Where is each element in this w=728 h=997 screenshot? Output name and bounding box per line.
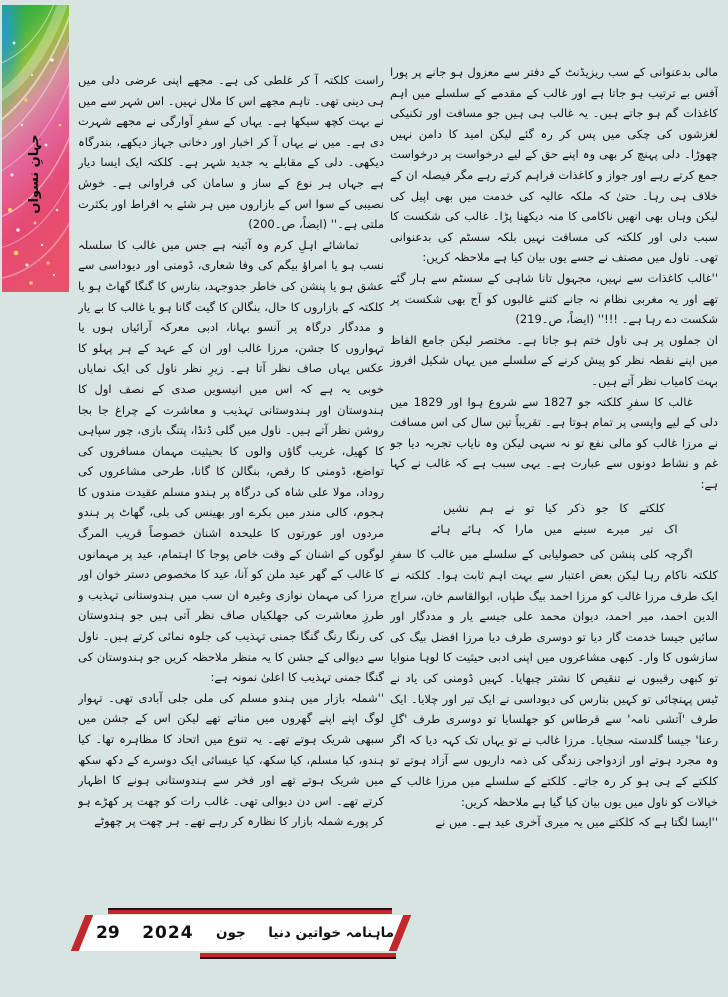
quote-continuation: راست کلکتہ آ کر غلطی کی ہے۔ مجھے اپنی عرضی دلی میں ہی دینی تھی۔ تاہم مجھے اس کا ملال نہیں۔ اس شہر سے میں نے بہت کچھ سیکھا ہے۔ یہاں کے سفرِ آوارگی نے مجھے شہرت دی ہے۔ میں نے یہاں آ کر اخبار اور دخانی جہاز دیکھے، بندرگاہ دیکھی۔ دلی کے مقابلے یہ جدید شہر ہے۔ کلکتہ ایک ایسا دیار ہے جہاں ہر نوع کے ساز و سامان کی فراوانی ہے۔ خوش نصیبی کے سوا اس کے بازاروں میں ہر شئے بہ افراط اور بکثرت ملتی ہے۔'' (ایضاً، ص۔200) [78,73,384,232]
paragraph: مالی بدعنوانی کے سب ریزیڈنٹ کے دفتر سے معزول ہو جانے پر پورا آفس بے ترتیب ہو جاتا ہے اور غالب کے مقدمے کے سلسلے میں اہم کاغذات گم ہو جاتے ہیں۔ یہ غالب ہی ہیں جو مسافت اور تکنیکی لغزشوں کی چکی میں پس کر رہ گئے لیکن امید کا دامن نہیں چھوڑا۔ دلی پہنچ کر بھی وہ اپنے حق کے لیے درخواست پر درخواست جمع کرتے رہے اور جواز و کاغذات فراہم کرتے رہے مگر فیصلہ ان کے خلاف ہی رہا۔ حتیٰ کہ ملکہ عالیہ کی خدمت میں بھی اپیل کی لیکن وہاں بھی انھیں ناکامی کا منہ دیکھنا پڑا۔ غالب کی شکست کا سبب دلی اور کلکتہ کی مسافت نہیں بلکہ سسٹم کی بدعنوانی تھی۔ ناول میں مصنف نے جسے یوں بیان کیا ہے ملاحظہ کریں: [390,65,718,265]
quote-block: ''شملہ بازار میں ہندو مسلم کی ملی جلی آبادی تھی۔ تہوار لوگ اپنے اپنے گھروں میں مناتے تھے لیکن اس کے جشن میں سبھی شریک ہوتے تھے۔ یہ تنوع میں اتحاد کا مظاہرہ تھا۔ کیا ہندو، کیا مسلم، کیا سکھ، کیا عیسائی ایک دوسرے کے دکھ سکھ میں شریک ہوتے تھے اور فخر سے ہندوستانی ہونے کا اظہار کرتے تھے۔ اس دن دیوالی تھی۔ غالب رات کو چھت پر کھڑے ہو کر پورے شملہ بازار کا نظارہ کر رہے تھے۔ ہر چھت پر چھوٹے [78,690,384,829]
magazine-name: ماہنامہ خواتین دنیا [268,925,394,941]
page-footer [58,904,420,966]
right-text-column [390,62,718,960]
left-text-column [78,70,384,912]
paragraph: ان جملوں پر ہی ناول ختم ہو جاتا ہے۔ مختصر لیکن جامع الفاظ میں اپنے نقطہ نظر کو پیش کرنے کے سلسلے میں یہاں شکیل افروز بہت کامیاب نظر آتے ہیں۔ [390,332,718,388]
issue-year: 2024 [142,923,194,943]
decorative-side-strip [2,5,69,292]
quote-block: ''غالب کاغذات سے نہیں، مجہول تانا شاہی کے سسٹم سے ہار گئے تھے اور یہ مغربی نظام نہ جانے کتنے غالبوں کو آج بھی شکست پر شکست دے رہا ہے۔ !!!'' (ایضاً، ص۔219) [390,270,718,327]
quote-block: ''ایسا لگتا ہے کہ کلکتے میں یہ میری آخری عید ہے۔ میں نے [435,815,718,830]
paragraph: غالب کا سفرِ کلکتہ جو 1827 سے شروع ہوا اور 1829 میں دلی کے لیے واپسی پر تمام ہوتا ہے۔ تقریباً تین سال کی اس مسافت نے مرزا غالب کو مالی نفع تو نہ سہی لیکن وہ نایاب تجربہ دیا جو غم و نشاط دونوں سے عبارت ہے۔ یہی سبب ہے کہ غالب نے کہا ہے: [390,394,718,491]
issue-month: جون [216,925,246,941]
paragraph: اگرچہ کلی پنشن کی حصولیابی کے سلسلے میں غالب کا سفرِ کلکتہ ناکام رہا لیکن بعض اعتبار سے بہت اہم ثابت ہوا۔ کلکتہ نے ایک طرف مرزا غالب کو مرزا احمد بیگ طپاں، ابوالقاسم خان، سراج الدین احمد، میر احمد، دیوان محمد علی جیسے یار و مددگار اور سائیں جیسا خدمت گار دیا تو دوسری طرف دیا مرزا افضل بیگ کی سازشوں کا وار۔ کبھی مشاعروں میں اپنی ادبی حیثیت کا لوہا منوایا تو کبھی رقیبوں نے تنقیص کا نشتر چبھایا۔ کہیں ڈومنی کی یاد نے ٹیس پہنچائی تو کہیں بنارس کی دیوداسی نے ایک تیر اور چلایا۔ ایک طرف 'آتشی نامہ' سے قرطاس کو جھلسایا تو دوسری طرف 'گلِ رعنا' جیسا گلدستہ سجایا۔ مرزا غالب نے تو یہاں تک کہہ دیا کہ اگر وہ مجرد ہوتے اور ازدواجی زندگی کی ذمہ داریوں سے آزاد ہوتے تو کلکتے کے ہی ہو کر رہ جاتے۔ کلکتے کے سلسلے میں مرزا غالب کے خیالات کو ناول میں یوں بیان کیا گیا ہے ملاحظہ کریں: [390,547,718,809]
footer-bottom-rule [200,953,396,959]
footer-top-rule [108,908,392,914]
couplet-line: اک تیر میرے سینے میں مارا کہ ہائے ہائے [430,522,678,537]
couplet-line: کلکتے کا جو ذکر کیا تو نے ہم نشیں [443,501,665,516]
paragraph: تماشائے اہلِ کرم وہ آئینہ ہے جس میں غالب کا سلسلہ نسب ہو یا امراؤ بیگم کی وفا شعاری، ڈومنی اور دیوداسی سے عشق ہو یا پنشن کی خاطر جدوجہد، بنارس کا گنگا گھاٹ ہو یا کلکتہ کے بازاروں کا حال، بنگالن کا گیت گانا ہو یا غالب کا بے یار و مددگار درگاہ پر آنسو بہانا، ادبی معرکہ آرائیاں ہوں یا تہواروں کا جشن، مرزا غالب اور ان کے عہد کے ہر پہلو کا عکس یہاں صاف نظر آتا ہے۔ زیرِ نظر ناول کی ایک نمایاں خوبی یہ ہے کہ اس میں انیسویں صدی کے نصف اول کا ہندوستان اور ہندوستانی تہذیب و معاشرت کے چراغ جا بجا روشن نظر آتے ہیں۔ ناول میں گلی ڈنڈا، پتنگ بازی، چور سپاہی کا کھیل، غریب گاؤں والوں کا بحیثیت مہمان مسافروں کی تواضع، ڈومنی کا رقص، بنگالن کا گانا، طرحی مشاعروں کی روداد، مولا علی شاہ کی درگاہ پر ہندو مسلم عقیدت مندوں کا ہجوم، کالی مندر میں بکرے اور بھینس کی بلی، گھاٹ پر ہندو مردوں اور عورتوں کا علیحدہ اشنان خصوصاً قریب المرگ لوگوں کے اشنان کے وقت خاص پوجا کا اہتمام، عید پر مہمانوں کا غالب کے گھر عید ملن کو آنا، عید کا مخصوص دستر خوان اور مرزا کی مہمان نوازی وغیرہ ان سب میں ہندوستانی تہذیب و طرزِ معاشرت کی جھلکیاں صاف نظر آتی ہیں جو ہندوستان کی رنگا رنگ گنگا جمنی تہذیب کی جلوہ نمائی کرتے ہیں۔ ناول سے دیوالی کے جشن کا یہ منظر ملاحظہ کریں جو ہندوستان کی گنگا جمنی تہذیب کا اعلیٰ نمونہ ہے: [78,237,384,685]
section-label: جہانِ نسواں [27,134,42,214]
couplet [398,498,710,540]
page-number: 29 [96,923,120,943]
footer-band [71,915,412,951]
